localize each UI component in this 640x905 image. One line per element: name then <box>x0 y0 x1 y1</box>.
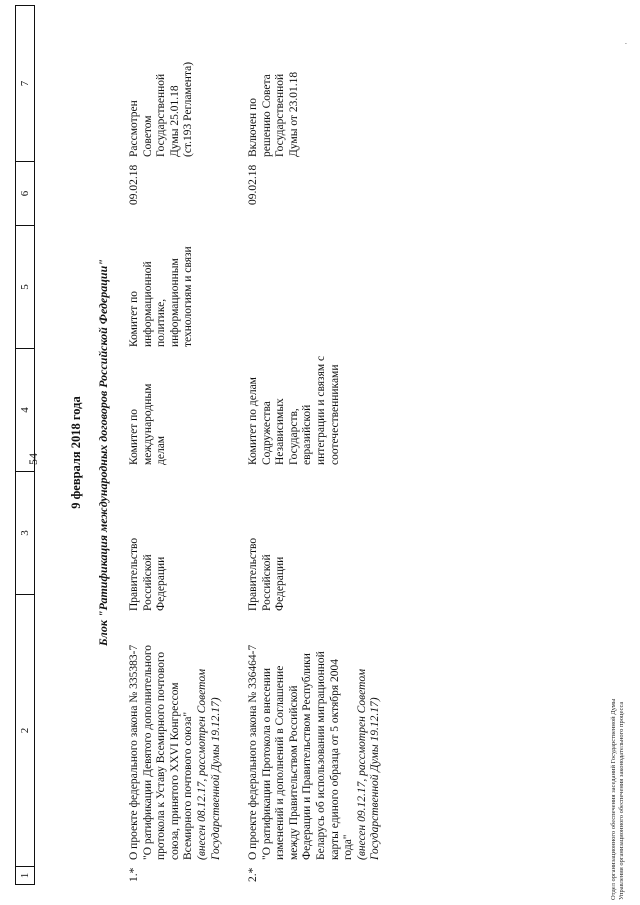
text-line: соотечественниками <box>328 364 341 465</box>
row-2-date: 09.02.18 <box>247 164 259 205</box>
text-line: Думы 25.01.18 <box>168 85 181 157</box>
text-line: Российской <box>260 554 273 611</box>
text-line: Федерации и Правительством Республики <box>301 653 314 860</box>
text-line: Рассмотрен <box>128 100 140 157</box>
block-heading: Блок "Ратификация международных договоров Российской Федерации" <box>96 259 110 646</box>
text-line: евразийской <box>301 404 314 465</box>
text-line: информационной <box>141 261 154 347</box>
text-line: Всемирного почтового союза" <box>182 711 195 860</box>
row-2-committee <box>247 356 342 465</box>
text-line: Беларусь об использовании миграционной <box>314 651 327 860</box>
page-number: 54 <box>26 453 40 465</box>
footer-line: Отдел организационного обеспечения заседаний Государственной Думы <box>610 698 617 900</box>
text-line: Независимых <box>274 398 287 465</box>
text-line: между Правительством Российской <box>287 685 300 860</box>
note-line: (внесен 09.12.17, рассмотрен Советом <box>355 668 368 860</box>
text-line: Комитет по <box>128 409 140 465</box>
text-line: политике, <box>155 298 168 347</box>
row-1-description <box>128 645 223 860</box>
row-2-status <box>247 72 301 157</box>
text-line: Включен по <box>247 98 259 157</box>
text-line: делам <box>155 435 168 465</box>
row-2-initiator <box>247 538 288 611</box>
column-header-1: 1 <box>16 866 34 884</box>
text-line: Советом <box>141 115 154 157</box>
row-1-number: 1.* <box>128 867 140 882</box>
text-line: информационным <box>168 258 181 347</box>
text-line: О проекте федерального закона № 335383-7 <box>128 644 140 860</box>
text-line: технологиям и связи <box>182 246 195 347</box>
row-2-number: 2.* <box>247 867 259 882</box>
row-2-description <box>247 645 383 860</box>
row-1-date: 09.02.18 <box>128 164 140 205</box>
text-line: Содружества <box>260 401 273 465</box>
text-line: Комитет по <box>128 291 140 347</box>
column-header-3: 3 <box>16 471 34 594</box>
text-line: Правительство <box>128 537 140 611</box>
text-line: Государств, <box>287 408 300 465</box>
text-line: О проекте федерального закона № 336464-7 <box>247 644 259 860</box>
note-line: Государственной Думы 19.12.17) <box>369 697 382 860</box>
text-line: Федерации <box>274 556 287 611</box>
text-line: "О ратификации Протокола о внесении <box>260 667 273 860</box>
footer <box>610 699 626 900</box>
text-line: Государственной <box>274 73 287 157</box>
text-line: интеграции и связям с <box>314 355 327 465</box>
date-heading: 9 февраля 2018 года <box>69 396 83 509</box>
text-line: изменений и дополнений в Соглашение <box>274 665 287 860</box>
column-header-row <box>15 5 35 885</box>
text-line: Федерации <box>155 556 168 611</box>
row-1-committee <box>128 384 169 465</box>
text-line: решению Совета <box>260 74 273 157</box>
text-line: (ст.193 Регламента) <box>182 61 195 157</box>
text-line: карты единого образца от 5 октября 2004 <box>328 658 341 860</box>
text-line: протокола к Уставу Всемирного почтового <box>155 651 168 860</box>
text-line: "О ратификации Девятого дополнительного <box>141 644 154 860</box>
row-1-initiator <box>128 538 169 611</box>
text-line: Государственной <box>155 73 168 157</box>
row-1-co-committee <box>128 246 196 347</box>
text-line: Правительство <box>247 537 259 611</box>
column-header-6: 6 <box>16 161 34 225</box>
text-line: Думы от 23.01.18 <box>287 71 300 157</box>
row-1-status <box>128 62 196 157</box>
column-header-7: 7 <box>19 80 31 87</box>
column-header-2: 2 <box>16 594 34 866</box>
footer-line: Управления организационного обеспечения законодательного процесса <box>618 701 625 900</box>
text-line: Российской <box>141 554 154 611</box>
note-line: Государственной Думы 19.12.17) <box>209 697 222 860</box>
text-line: международным <box>141 383 154 465</box>
note-line: (внесен 08.12.17, рассмотрен Советом <box>195 668 208 860</box>
column-header-4: 4 <box>16 348 34 471</box>
text-line: союза, принятого XXVI Конгрессом <box>168 682 181 860</box>
text-line: года" <box>342 834 355 860</box>
margin-mark: · <box>621 42 631 45</box>
text-line: Комитет по делам <box>247 377 259 465</box>
column-header-5: 5 <box>16 225 34 348</box>
